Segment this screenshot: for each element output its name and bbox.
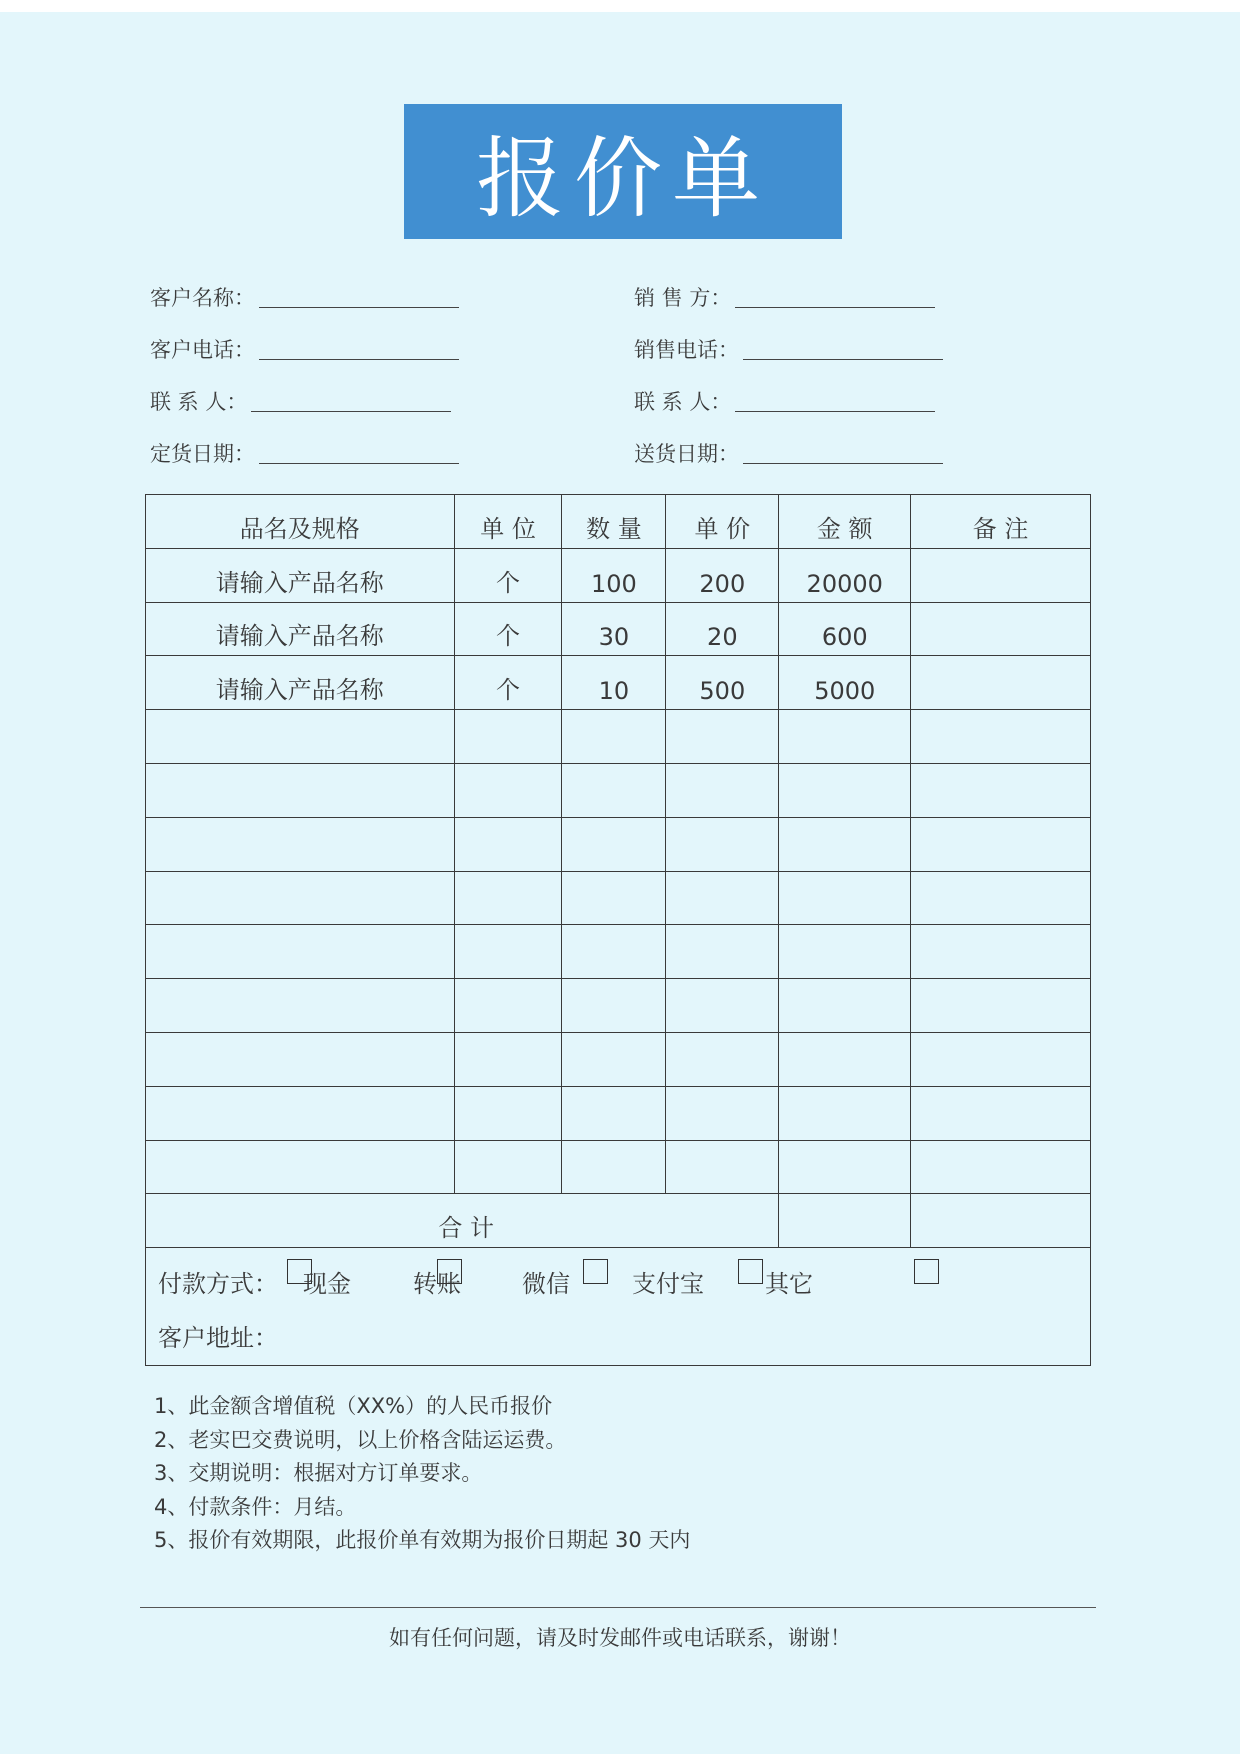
page-title: 报价单 [404, 104, 842, 239]
customer-phone-field[interactable] [150, 334, 459, 364]
cell-product[interactable] [146, 1086, 455, 1140]
seller-line[interactable] [735, 307, 935, 308]
cell-product[interactable] [146, 979, 455, 1033]
table-row [146, 817, 1091, 871]
cell-unit[interactable] [454, 1140, 562, 1194]
cell-unit-price[interactable] [666, 1086, 779, 1140]
cell-product[interactable] [146, 710, 455, 764]
seller-phone-field[interactable] [634, 334, 943, 364]
table-row [146, 871, 1091, 925]
cell-unit-price[interactable] [666, 1140, 779, 1194]
cell-product[interactable] [146, 871, 455, 925]
header-product: 品名及规格 [146, 495, 455, 549]
seller-field[interactable] [634, 282, 935, 312]
cell-amount[interactable] [779, 1140, 911, 1194]
seller-label: 销 售 方： [634, 286, 732, 310]
cell-remarks[interactable] [911, 979, 1091, 1033]
cell-amount[interactable] [779, 871, 911, 925]
customer-name-field[interactable] [150, 282, 459, 312]
customer-phone-line[interactable] [259, 359, 459, 360]
footer-text: 如有任何问题，请及时发邮件或电话联系，谢谢！ [389, 1626, 851, 1650]
note-item: 4、付款条件：月结。 [154, 1494, 357, 1519]
cell-product[interactable] [146, 1140, 455, 1194]
cell-remarks[interactable] [911, 548, 1091, 602]
cell-unit[interactable]: 个 [454, 656, 562, 710]
note-item: 1、此金额含增值税（XX%）的人民币报价 [154, 1394, 553, 1418]
table-row [146, 602, 1091, 656]
cell-amount[interactable]: 20000 [779, 548, 911, 602]
cell-unit-price[interactable] [666, 763, 779, 817]
cell-unit[interactable]: 个 [454, 548, 562, 602]
cell-remarks[interactable] [911, 656, 1091, 710]
order-date-label: 定货日期： [150, 442, 255, 466]
seller-phone-line[interactable] [743, 359, 943, 360]
cell-quantity[interactable] [562, 1140, 666, 1194]
payment-option-wechat: 微信 [522, 1270, 570, 1298]
table-header-row [146, 495, 1091, 549]
cell-unit-price[interactable] [666, 979, 779, 1033]
payment-checkbox-transfer[interactable] [437, 1259, 462, 1284]
cell-remarks[interactable] [911, 1032, 1091, 1086]
cell-product[interactable]: 请输入产品名称 [146, 548, 455, 602]
customer-address-label: 客户地址： [158, 1324, 278, 1352]
cell-unit[interactable]: 个 [454, 602, 562, 656]
cell-remarks[interactable] [911, 871, 1091, 925]
total-label: 合 计 [146, 1194, 779, 1248]
note-item: 2、老实巴交费说明，以上价格含陆运运费。 [154, 1427, 567, 1452]
cell-unit[interactable] [454, 1086, 562, 1140]
cell-amount[interactable]: 600 [779, 602, 911, 656]
cell-remarks[interactable] [911, 925, 1091, 979]
cell-unit[interactable] [454, 871, 562, 925]
cell-remarks[interactable] [911, 1086, 1091, 1140]
delivery-date-field[interactable] [634, 438, 943, 468]
table-row [146, 710, 1091, 764]
cell-remarks[interactable] [911, 1140, 1091, 1194]
cell-unit-price[interactable]: 20 [666, 602, 779, 656]
cell-product[interactable]: 请输入产品名称 [146, 602, 455, 656]
cell-quantity[interactable] [562, 925, 666, 979]
table-row [146, 925, 1091, 979]
payment-method-label: 付款方式： [158, 1270, 278, 1298]
cell-quantity[interactable] [562, 817, 666, 871]
cell-unit[interactable] [454, 925, 562, 979]
table-row [146, 656, 1091, 710]
cell-amount[interactable] [779, 817, 911, 871]
delivery-date-label: 送货日期： [634, 442, 739, 466]
cell-amount[interactable] [779, 710, 911, 764]
total-row [146, 1194, 1091, 1248]
quote-table [145, 494, 1091, 1248]
cell-remarks[interactable] [911, 763, 1091, 817]
cell-quantity[interactable] [562, 1032, 666, 1086]
cell-amount[interactable] [779, 1032, 911, 1086]
cell-product[interactable] [146, 1032, 455, 1086]
seller-contact-label: 联 系 人： [634, 390, 732, 414]
cell-unit[interactable] [454, 979, 562, 1033]
payment-option-other: 其它 [765, 1270, 813, 1298]
cell-product[interactable] [146, 763, 455, 817]
payment-checkbox-other[interactable] [914, 1259, 939, 1284]
cell-amount[interactable] [779, 1086, 911, 1140]
cell-remarks[interactable] [911, 710, 1091, 764]
cell-product[interactable]: 请输入产品名称 [146, 656, 455, 710]
customer-name-line[interactable] [259, 307, 459, 308]
seller-contact-field[interactable] [634, 386, 935, 416]
cell-quantity[interactable]: 10 [562, 656, 666, 710]
note-item: 5、报价有效期限，此报价单有效期为报价日期起 30 天内 [154, 1528, 691, 1552]
cell-unit[interactable] [454, 763, 562, 817]
payment-option-alipay: 支付宝 [632, 1270, 704, 1298]
cell-unit[interactable] [454, 817, 562, 871]
cell-quantity[interactable] [562, 871, 666, 925]
seller-phone-label: 销售电话： [634, 338, 739, 362]
table-row [146, 1140, 1091, 1194]
cell-quantity[interactable]: 100 [562, 548, 666, 602]
customer-contact-label: 联 系 人： [150, 390, 248, 414]
note-item: 3、交期说明：根据对方订单要求。 [154, 1461, 483, 1485]
table-row [146, 979, 1091, 1033]
cell-unit-price[interactable]: 500 [666, 656, 779, 710]
total-remarks-cell[interactable] [911, 1194, 1091, 1248]
cell-product[interactable] [146, 925, 455, 979]
cell-unit[interactable] [454, 710, 562, 764]
cell-amount[interactable] [779, 979, 911, 1033]
table-row [146, 1086, 1091, 1140]
header-unit: 单 位 [454, 495, 562, 549]
cell-quantity[interactable] [562, 1086, 666, 1140]
customer-name-label: 客户名称： [150, 286, 255, 310]
table-row [146, 763, 1091, 817]
cell-quantity[interactable] [562, 710, 666, 764]
payment-option-transfer: 转账 [413, 1270, 461, 1298]
cell-quantity[interactable] [562, 979, 666, 1033]
customer-contact-field[interactable] [150, 386, 451, 416]
cell-remarks[interactable] [911, 817, 1091, 871]
header-quantity: 数 量 [562, 495, 666, 549]
table-row [146, 548, 1091, 602]
cell-quantity[interactable] [562, 763, 666, 817]
header-amount: 金 额 [779, 495, 911, 549]
total-amount-cell[interactable] [779, 1194, 911, 1248]
delivery-date-line[interactable] [743, 463, 943, 464]
payment-checkbox-wechat[interactable] [583, 1259, 608, 1284]
table-row [146, 1032, 1091, 1086]
cell-unit-price[interactable] [666, 710, 779, 764]
cell-quantity[interactable]: 30 [562, 602, 666, 656]
cell-remarks[interactable] [911, 602, 1091, 656]
order-date-field[interactable] [150, 438, 459, 468]
cell-product[interactable] [146, 817, 455, 871]
payment-address-box [145, 1246, 1091, 1366]
payment-option-cash: 现金 [303, 1270, 351, 1298]
customer-phone-label: 客户电话： [150, 338, 255, 362]
notes-list [154, 1390, 690, 1558]
cell-amount[interactable]: 5000 [779, 656, 911, 710]
cell-amount[interactable] [779, 763, 911, 817]
cell-unit-price[interactable] [666, 871, 779, 925]
order-date-line[interactable] [259, 463, 459, 464]
seller-contact-line[interactable] [735, 411, 935, 412]
payment-checkbox-alipay[interactable] [738, 1259, 763, 1284]
cell-unit-price[interactable] [666, 925, 779, 979]
cell-unit-price[interactable]: 200 [666, 548, 779, 602]
cell-amount[interactable] [779, 925, 911, 979]
customer-contact-line[interactable] [251, 411, 451, 412]
header-remarks: 备 注 [911, 495, 1091, 549]
cell-unit[interactable] [454, 1032, 562, 1086]
header-unit-price: 单 价 [666, 495, 779, 549]
cell-unit-price[interactable] [666, 817, 779, 871]
footer-divider [140, 1607, 1096, 1608]
cell-unit-price[interactable] [666, 1032, 779, 1086]
